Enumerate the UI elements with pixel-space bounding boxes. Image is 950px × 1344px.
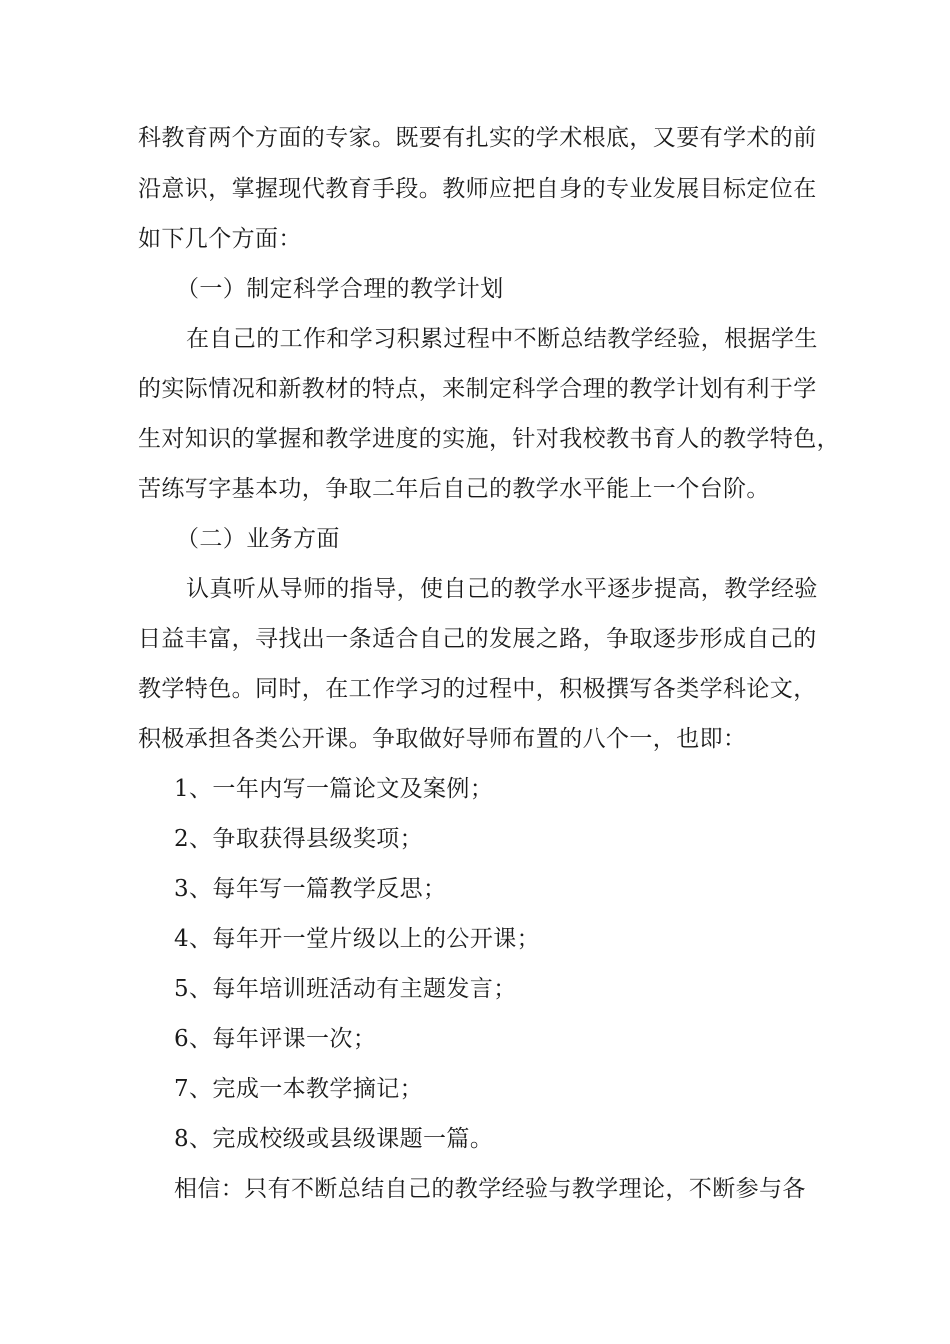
body-text-line: 认真听从导师的指导，使自己的教学水平逐步提高，教学经验 — [186, 576, 818, 602]
body-text-line: 苦练写字基本功，争取二年后自己的教学水平能上一个台阶。 — [138, 476, 770, 502]
list-item: 6、每年评课一次； — [174, 1026, 377, 1052]
list-item: 7、完成一本教学摘记； — [174, 1076, 424, 1102]
list-item: 8、完成校级或县级课题一篇。 — [174, 1126, 494, 1152]
body-text-line: 如下几个方面： — [138, 226, 302, 252]
list-item: 1、一年内写一篇论文及案例； — [174, 776, 494, 802]
list-item: 5、每年培训班活动有主题发言； — [174, 976, 517, 1002]
body-text-line: 教学特色。同时，在工作学习的过程中，积极撰写各类学科论文， — [138, 676, 817, 702]
body-text-line: 沿意识，掌握现代教育手段。教师应把自身的专业发展目标定位在 — [138, 176, 817, 202]
body-text-line: 生对知识的掌握和教学进度的实施，针对我校教书育人的教学特色， — [138, 426, 840, 452]
body-text-line: 积极承担各类公开课。争取做好导师布置的八个一，也即： — [138, 726, 747, 752]
list-item: 3、每年写一篇教学反思； — [174, 876, 447, 902]
body-text-line: 科教育两个方面的专家。既要有扎实的学术根底，又要有学术的前 — [138, 125, 817, 151]
list-item: 4、每年开一堂片级以上的公开课； — [174, 926, 541, 952]
body-text-line: 日益丰富，寻找出一条适合自己的发展之路，争取逐步形成自己的 — [138, 626, 817, 652]
list-item: 2、争取获得县级奖项； — [174, 826, 424, 852]
body-text-line: 的实际情况和新教材的特点，来制定科学合理的教学计划有利于学 — [138, 376, 817, 402]
body-text-line: 在自己的工作和学习积累过程中不断总结教学经验，根据学生 — [186, 326, 818, 352]
closing-text-line: 相信：只有不断总结自己的教学经验与教学理论，不断参与各 — [174, 1176, 806, 1202]
section-heading: （二）业务方面 — [176, 526, 340, 552]
section-heading: （一）制定科学合理的教学计划 — [176, 276, 504, 302]
